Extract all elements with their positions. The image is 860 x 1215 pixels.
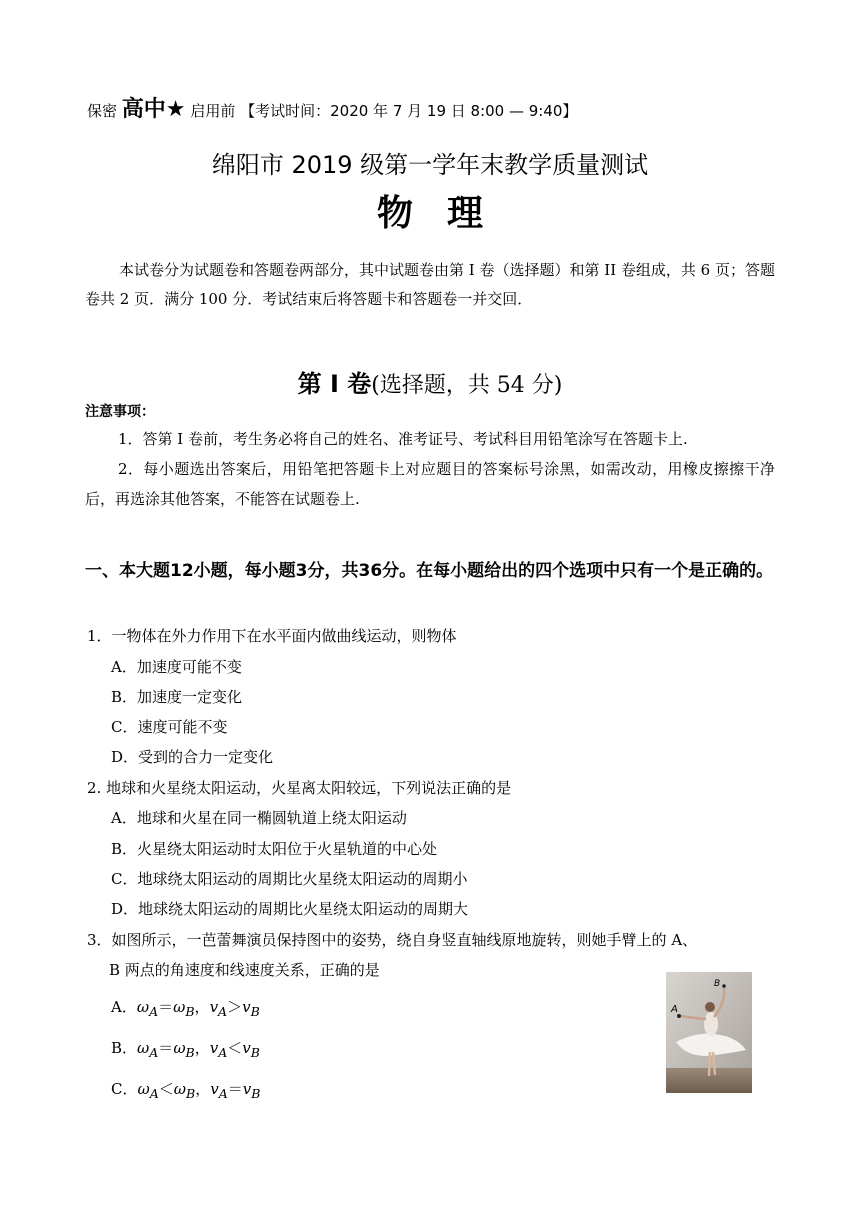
exam-time: 【考试时间：2020 年 7 月 19 日 8:00 — 9:40】 xyxy=(240,102,578,120)
omega-symbol: ω xyxy=(173,1080,186,1098)
volume-detail: (选择题，共 54 分) xyxy=(371,373,563,398)
point-a-label: A xyxy=(671,1004,678,1015)
volume-title xyxy=(0,364,860,399)
secret-label: 保密 xyxy=(87,102,118,120)
velocity-symbol: v xyxy=(209,1039,219,1057)
before-use-label: 启用前 xyxy=(190,102,236,120)
subscript: A xyxy=(149,1045,159,1060)
notice-item-1: 1．答第 I 卷前，考生务必将自己的姓名、准考证号、考试科目用铅笔涂写在答题卡上. xyxy=(118,430,688,448)
question-3-stem-line1: 3．如图所示，一芭蕾舞演员保持图中的姿势，绕自身竖直轴线原地旋转，则她手臂上的 A、 xyxy=(87,931,698,949)
subscript: A xyxy=(149,1086,159,1101)
question-3-option-a xyxy=(111,996,260,1019)
question-2-option-b: B．火星绕太阳运动时太阳位于火星轨道的中心处 xyxy=(111,840,438,858)
notice-item-2: 2．每小题选出答案后，用铅笔把答题卡上对应题目的答案标号涂黑，如需改动，用橡皮擦擦干净后，再选涂其他答案，不能答在试题卷上. xyxy=(85,460,775,508)
subscript: B xyxy=(185,1045,195,1060)
subscript: A xyxy=(218,1086,228,1101)
question-2-option-a: A．地球和火星在同一椭圆轨道上绕太阳运动 xyxy=(111,809,407,827)
question-1-option-d: D．受到的合力一定变化 xyxy=(111,748,274,766)
subscript: B xyxy=(250,1045,260,1060)
question-1-option-c: C．速度可能不变 xyxy=(111,718,228,736)
relation: ＜ xyxy=(158,1080,174,1098)
velocity-symbol: v xyxy=(242,1080,252,1098)
notice-heading: 注意事项： xyxy=(85,404,155,420)
subscript: B xyxy=(185,1004,195,1019)
omega-symbol: ω xyxy=(173,1039,186,1057)
relation: ＜ xyxy=(227,1039,243,1057)
separator: ， xyxy=(195,1080,211,1098)
question-2-option-c: C．地球绕太阳运动的周期比火星绕太阳运动的周期小 xyxy=(111,870,468,888)
question-1-option-a: A．加速度可能不变 xyxy=(111,658,242,676)
relation: ＝ xyxy=(158,998,174,1016)
subscript: A xyxy=(149,1004,159,1019)
omega-symbol: ω xyxy=(173,998,186,1016)
question-3-option-b xyxy=(111,1037,260,1060)
subscript: A xyxy=(218,1045,228,1060)
question-2-option-d: D．地球绕太阳运动的周期比火星绕太阳运动的周期大 xyxy=(111,900,469,918)
relation: ＝ xyxy=(158,1039,174,1057)
confidentiality-header xyxy=(87,92,577,123)
velocity-symbol: v xyxy=(209,998,219,1016)
separator: ， xyxy=(194,998,210,1016)
subscript: B xyxy=(250,1004,260,1019)
question-1-stem: 1．一物体在外力作用下在水平面内做曲线运动，则物体 xyxy=(87,627,457,645)
question-2-stem: 2. 地球和火星绕太阳运动，火星离太阳较远，下列说法正确的是 xyxy=(87,779,512,797)
question-3-stem-line2: B 两点的角速度和线速度关系，正确的是 xyxy=(109,961,380,979)
omega-symbol: ω xyxy=(137,1080,150,1098)
relation: ＝ xyxy=(227,1080,243,1098)
option-letter: C． xyxy=(111,1080,138,1098)
separator: ， xyxy=(194,1039,210,1057)
exam-title: 绵阳市 2019 级第一学年末教学质量测试 xyxy=(211,151,649,179)
subscript: B xyxy=(251,1086,261,1101)
ballet-dancer-figure xyxy=(666,972,752,1093)
relation: ＞ xyxy=(227,998,243,1016)
velocity-symbol: v xyxy=(210,1080,219,1098)
section-heading: 一、本大题12小题，每小题3分，共36分。在每小题给出的四个选项中只有一个是正确的。 xyxy=(85,561,774,581)
point-b-label: B xyxy=(714,979,721,989)
subscript: B xyxy=(186,1086,196,1101)
question-1-option-b: B．加速度一定变化 xyxy=(111,688,243,706)
volume-label: 第 I 卷 xyxy=(297,370,372,398)
subject-title: 物理 xyxy=(376,193,517,234)
omega-symbol: ω xyxy=(136,998,150,1016)
option-letter: B． xyxy=(111,1039,138,1057)
option-letter: A． xyxy=(111,998,137,1016)
level-label: 高中★ xyxy=(121,97,186,122)
intro-paragraph: 本试卷分为试题卷和答题卷两部分，其中试题卷由第 I 卷（选择题）和第 II 卷组成，共 6 页；答题卷共 2 页．满分 100 分．考试结束后将答题卡和答题卷一并交回． xyxy=(85,261,775,308)
velocity-symbol: v xyxy=(242,998,251,1016)
ballet-dancer-illustration xyxy=(666,972,752,1093)
omega-symbol: ω xyxy=(137,1039,150,1057)
subscript: A xyxy=(218,1004,228,1019)
velocity-symbol: v xyxy=(242,1039,251,1057)
question-3-option-c xyxy=(111,1078,260,1101)
